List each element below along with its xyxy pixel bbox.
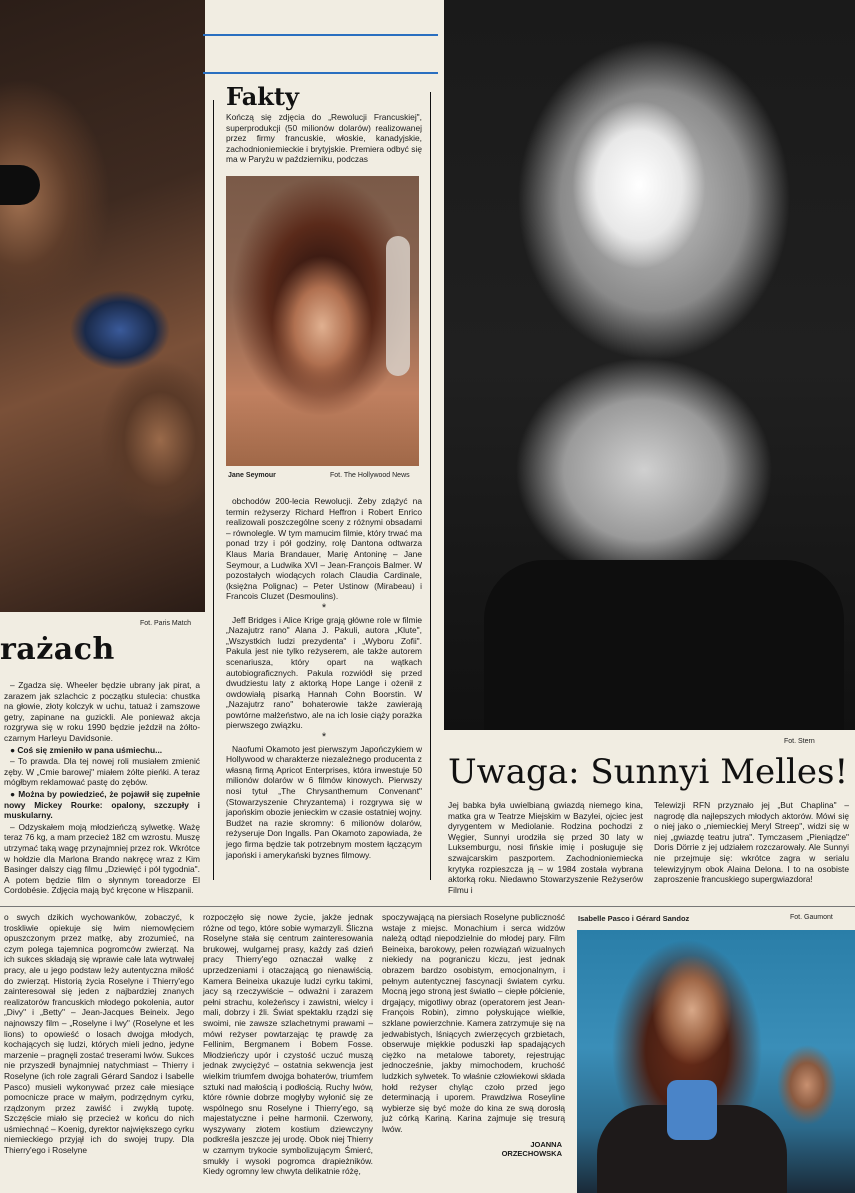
author-last-name: ORZECHOWSKA bbox=[501, 1149, 562, 1158]
interview-question: ● Można by powiedzieć, że pojawił się zupełnie nowy Mickey Rourke: opalony, szczupły i muskularny. bbox=[4, 788, 200, 821]
fakty-right-rule bbox=[430, 92, 431, 880]
fakty-body bbox=[226, 496, 422, 861]
fakty-blue-rule-second bbox=[203, 72, 438, 74]
sunglasses bbox=[0, 165, 40, 205]
melles-col-1: Jej babka była uwielbianą gwiazdą niemego kina, matka gra w Teatrze Miejskim w Bazylei, ojciec jest dyrygentem w Mediolanie. Rodzina pochodzi z Węgier, Sunnyi urodziła się przed 30 laty w Luksemburgu, nosi fińskie imię i posługuje się szwajcarskim paszportem. Zachodnioniemiecka krytyka rozpieszcza ją – w 1984 została wybrana aktorką roku. Niedawno Stowarzyszenie Reżyserów Filmu i bbox=[448, 800, 643, 895]
interview-question: ● Coś się zmieniło w pana uśmiechu... bbox=[10, 744, 163, 755]
photo-caption-pasco-sandoz: Isabelle Pasco i Gérard Sandoz bbox=[578, 914, 690, 923]
blue-scarf bbox=[667, 1080, 717, 1140]
separator-star: * bbox=[321, 601, 327, 614]
hair-flower bbox=[386, 236, 410, 376]
fakty-paragraph: Jeff Bridges i Alice Krige grają główne role w filmie „Nazajutrz rano" Alana J. Pakuli, autora „Klute", „Wszystkich ludzi prezydenta" i „Wyboru Zofii". Pakula jest nie tylko reżyserem, ale także autorem scenariusza, który opart na wątkach autobiograficznych. Pakula rozwiódł się przed dwudziestu laty z aktorką Hope Lange i ożenił z owdowiałą pisarką Hannah Cohn Boorstin. W „Nazajutrz rano" bohaterowie także zawierają powtórne małżeństwo, ale na ich losie ciąży porażka pierwszego związku. bbox=[226, 614, 422, 731]
fakty-left-rule bbox=[213, 100, 214, 880]
photo-jane-seymour bbox=[226, 176, 419, 466]
bottom-section-rule bbox=[0, 906, 855, 907]
photo-isabelle-pasco-gerard-sandoz bbox=[577, 930, 855, 1193]
author-first-name: JOANNA bbox=[530, 1140, 562, 1149]
bottom-col-3: spoczywającą na piersiach Roselyne publiczność wstaje z miejsc. Monachium i serca widzów należą odtąd niepodzielnie do młodej pary. Film Beineixa, barokowy, pełen rozwiązań wizualnych niekiedy na pograniczu kiczu, jest jednak obrazem bardzo osobistym, emocjonalnym, i pełnym autentycznej fascynacji światem cyrku. Mocną jego stroną jest światło – ciepłe półcienie, drgający, migotliwy obraz (operatorem jest Jean-François Robin), zimno połyskujące wielkie, szklane powierzchnie. Kamera zatrzymuje się na jedwabistych, lśniących zwierzęcych grzbietach, obserwuje miękkie poduszki łap spadających ciężko na metalowe taborety, rejestrując jednocześnie, jakby mimochodem, kruchość ludzkich sylwetek. To właśnie człowiekowi składa hołd reżyser chyląc czoło przed jego determinacją i uporem. Prawdziwa Roseyline wybierze się być może do kina ze swą dorosłą już córką Kariną. Karina zajmuje się tresurą lwów. bbox=[382, 912, 565, 1134]
photo-credit-gaumont: Fot. Gaumont bbox=[790, 914, 833, 921]
bottom-col-2: rozpoczęło się nowe życie, jakże jednak różne od tego, które sobie wymarzyli. Śliczna Roselyne stała się centrum zainteresowania brukowej, wulgarnej prasy, każdy zaś dzień pracy Thierry'ego oznaczał walkę z uprzedzeniami i otaczającą go nienawiścią. Kamera Beineixa ukazuje ludzi cyrku takimi, jacy są rzeczywiście – odważni i zarazem pełni strachu, koleżeńscy i zawistni, wielcy i mali, dobrzy i źli. Świat spektaklu rządzi się swoimi, nie zawsze szlachetnymi prawami – mówi reżyser powtarzając tę prawdę za Fellinim, Bergmanem i Bobem Fosse. Młodzieńczy upór i czystość uczuć muszą jednak zwyciężyć – ostatnia sekwencja jest wielkim triumfem dwojga bohaterów, triumfem sztuki nad małością i podłością. Ruchy lwów, które równie dobrze mogłyby wyłonić się ze wspólnego snu Roselyne i Thierry'ego, są majestatyczne i pełne harmonii. Czerwony, wyszywany złotem kostium dziewczyny podkreśla jeszcze jej urodę. Obok niej Thierry w czarnym trykocie symbolizującym Śmierć, smukły i wysoki pogromca drapieżników. Kiedy ogromny lew chwyta delikatnie różę, bbox=[203, 912, 373, 1177]
author-name bbox=[490, 1140, 562, 1158]
fakty-paragraph: Naofumi Okamoto jest pierwszym Japończykiem w Hollywood w charakterze niezależnego producenta z własną firmą Apricot Enterprises, która inwestuje 50 milionów dolarów w 6 filmów kinowych. Pierwszy nosi tytuł „The Chrysanthemum Convenant" (Stowarzyszenie Chryzantema) i rozgrywa się w japońskim obozie jenieckim w czasie ostatniej wojny. Budżet na razie skromny: 6 milionów dolarów, reżyseruje Don Ingalls. Pan Okamoto zapowiada, że jego firma będzie tak potrzebnym mostem łączącym japoński i amerykański byznes filmowy. bbox=[226, 743, 422, 860]
fakty-intro: Kończą się zdjęcia do „Rewolucji Francuskiej", superprodukcji (50 milionów dolarów) realizowanej przez firmy francuskie, włoskie, kanadyjskie, zachodnioniemieckie i brytyjskie. Premiera odbyć się ma w Paryżu w październiku, podczas bbox=[226, 112, 422, 165]
left-article-body bbox=[4, 680, 200, 897]
left-article-paragraph: – To prawda. Dla tej nowej roli musiałem zmienić zęby. W „Cmie barowej" miałem żółte pieńki. A teraz mógłbym reklamować pastę do zębów. bbox=[4, 756, 200, 788]
left-article-paragraph: – Zgadza się. Wheeler będzie ubrany jak pirat, a zarazem jak szlachcic z początku stulecia: chustka na głowie, złoty kolczyk w uchu, tatuaż i zamszowe getry, zapinane na guzickli. Ale ponieważ akcja rozgrywa się w roku 1990 będzie jeździł na żółto-czarnym Harleyu Davidsonie. bbox=[4, 680, 200, 743]
photo-credit-stern: Fot. Stern bbox=[784, 738, 815, 745]
photo-credit-paris-match: Fot. Paris Match bbox=[140, 620, 191, 627]
left-article-paragraph: – Odzyskałem moją młodzieńczą sylwetkę. Ważę teraz 76 kg, a mam przecież 182 cm wzrostu. Muszę utrzymać taką wagę przynajmniej przez rok. Wkrótce w hołdzie dla Marlona Brando nakręcę wraz z Kim Basinger dalszy ciąg filmu „Dziewięć i pół tygodnia". A potem będzie film o słynnym toreadorze El Cordobésie. Zdjęcia mają być kręcone w Hiszpanii. bbox=[4, 821, 200, 896]
fakty-paragraph: obchodów 200-lecia Rewolucji. Żeby zdążyć na termin reżyserzy Richard Heffron i Robert Enrico realizowali poszczególne sceny z różnymi obsadami – równolegle. W tym mamucim filmie, który trwać ma ponad trzy i pół godziny, rolę Dantona odtwarza Klaus Maria Brandauer, Marię Antoninę – Jane Seymour, a Ludwika XVI – Jean-François Balmer. W pozostałych wiodących rolach Claudia Cardinale, (księżna Polignac) – Peter Ustinow (Mirabeau) i Francois Cluzet (Desmoulins). bbox=[226, 496, 422, 602]
fakty-blue-rule-top bbox=[203, 34, 438, 36]
left-article-title: rażach bbox=[0, 632, 115, 667]
separator-star: * bbox=[321, 731, 327, 744]
photo-sunnyi-melles bbox=[444, 0, 855, 730]
photo-credit-hollywood-news: Fot. The Hollywood News bbox=[330, 472, 410, 479]
photo-mickey-rourke bbox=[0, 0, 205, 612]
melles-col-2: Telewizji RFN przyznało jej „But Chaplina" – nagrodę dla najlepszych młodych aktorów. Mówi się o niej jako o „niemieckiej Meryl Streep", widzi się w niej „gwiazdę teatru jutra". Tymczasem „Pieniądze" Doris Dörrie z jej udziałem rozczarowały. Ale Sunnyi nie przejmuje się: wkrótce zagra w serialu telewizyjnym obok Alaina Delona. I to na osobiste zaproszenie francuskiego supergwiazdora! bbox=[654, 800, 849, 885]
black-dress bbox=[484, 560, 844, 730]
photo-caption-jane-seymour: Jane Seymour bbox=[228, 472, 276, 479]
fakty-title: Fakty bbox=[226, 82, 299, 111]
bottom-col-1: o swych dzikich wychowanków, zobaczyć, k troskliwie opiekuje się lwim niemowlęciem opuszczonym przez matkę, aby zrozumieć, na czym polega tajemnica pogromców zwierząt. Na ich sukces składają się wprawie całe lata wytrwałej pracy, ale u jego podstaw leży autentyczna miłość do zwierząt. Historią życia Roselyne i Thierry'ego zainteresował się jeden z najbardziej znanych realizatorów francuskich młodego pokolenia, autor „Divy" i „Betty" – Jean-Jacques Beineix. Jego najnowszy film – „Roselyne i lwy" (Roselyne et les lions) to opowieść o losach dwojga młodych, kochających się ludzi, których mieli jedno, jedyne marzenie – pragnęli zostać treserami lwów. Sukces nie przyszedł bynajmniej natychmiast – Thierry i Roselyne (ich role zagrali Gérard Sandoz i Isabelle Pasco) musieli wykonywać przez całe miesiące pomocnicze prace w małym, podrzędnym cyrku, rządzonym przez zawiść i zwykłą tupotę. Szczęście miało się przecież w końcu do nich uśmiechnąć – Koenig, dyrektor największego cyrku niemieckiego przyjął ich do swojej trupy. Dla Thierry'ego i Roselyne bbox=[4, 912, 194, 1156]
melles-title: Uwaga: Sunnyi Melles! bbox=[448, 752, 849, 792]
